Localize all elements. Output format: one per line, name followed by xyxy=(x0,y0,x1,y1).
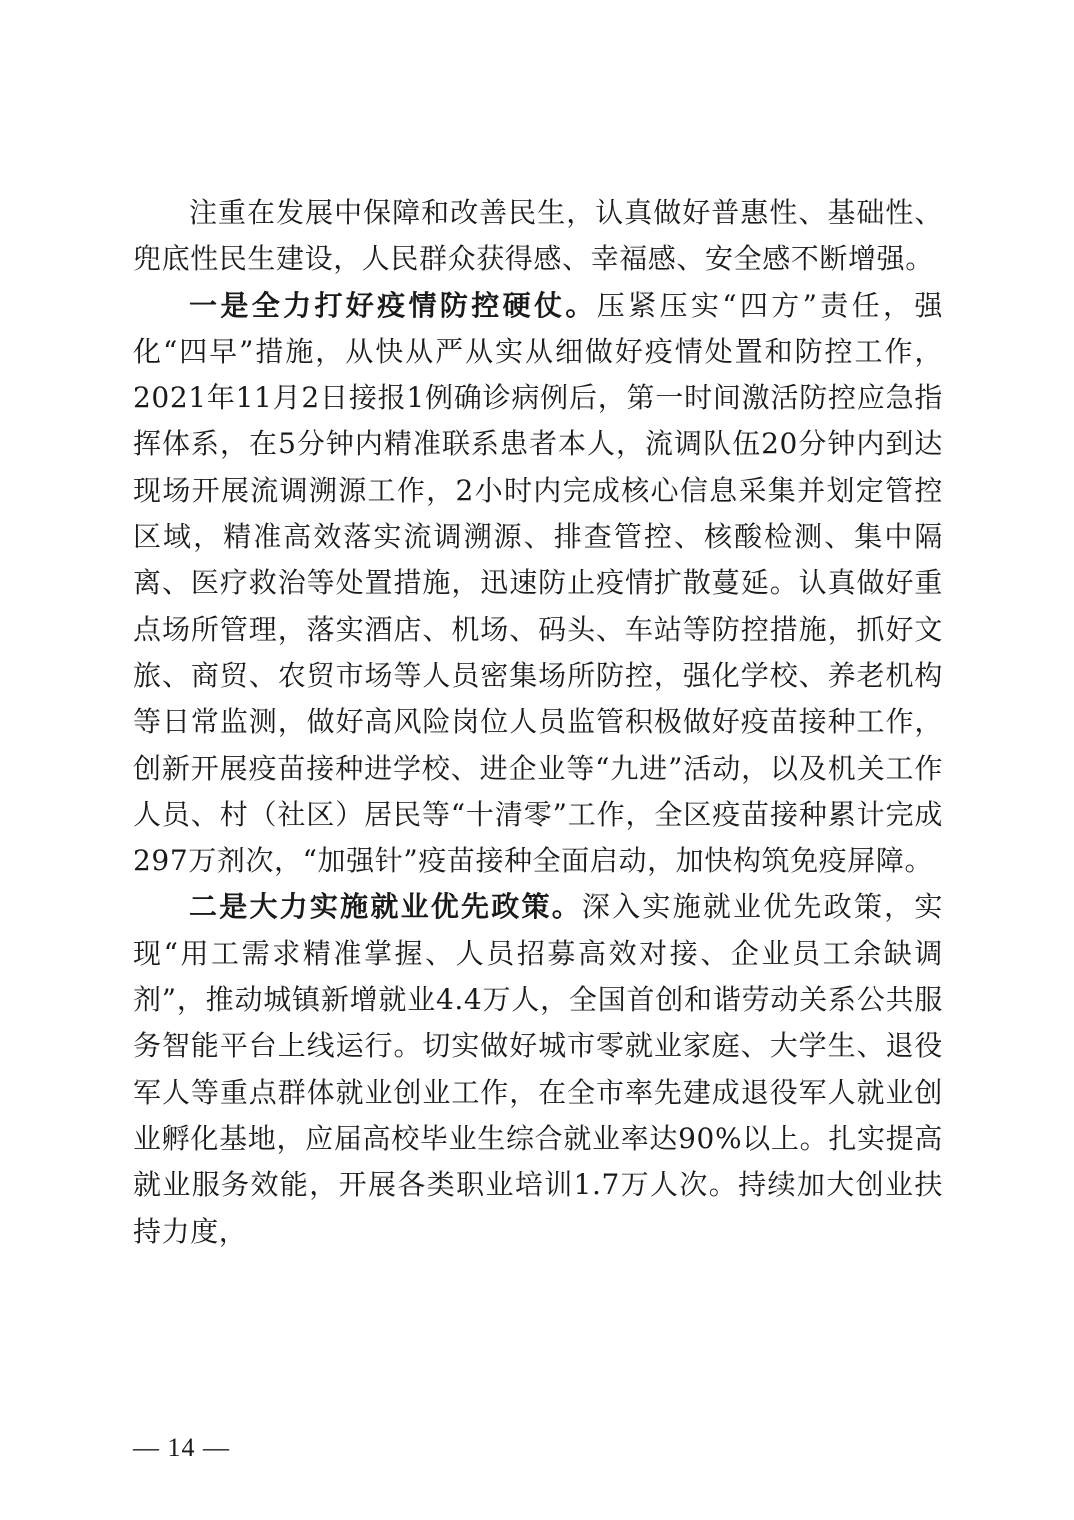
paragraph-intro xyxy=(133,190,943,283)
paragraph-heading-epidemic: 一是全力打好疫情防控硬仗。 xyxy=(189,288,597,322)
body-text xyxy=(133,190,943,1255)
paragraph-heading-employment: 二是大力实施就业优先政策。 xyxy=(189,890,582,924)
page-number: — 14 — xyxy=(133,1433,230,1462)
paragraph-epidemic-control xyxy=(133,283,943,885)
paragraph-text: 注重在发展中保障和改善民生，认真做好普惠性、基础性、兜底性民生建设，人民群众获得感、幸福感、安全感不断增强。 xyxy=(133,196,943,276)
paragraph-text: 深入实施就业优先政策，实现“用工需求精准掌握、人员招募高效对接、企业员工余缺调剂”，推动城镇新增就业4.4万人，全国首创和谐劳动关系公共服务智能平台上线运行。切实做好城市零就业家庭、大学生、退役军人等重点群体就业创业工作，在全市率先建成退役军人就业创业孵化基地，应届高校毕业生综合就业率达90%以上。扎实提高就业服务效能，开展各类职业培训1.7万人次。持续加大创业扶持力度， xyxy=(133,890,943,1248)
paragraph-text: 压紧压实“四方”责任，强化“四早”措施，从快从严从实从细做好疫情处置和防控工作，2021年11月2日接报1例确诊病例后，第一时间激活防控应急指挥体系，在5分钟内精准联系患者本人，流调队伍20分钟内到达现场开展流调溯源工作，2小时内完成核心信息采集并划定管控区域，精准高效落实流调溯源、排查管控、核酸检测、集中隔离、医疗救治等处置措施，迅速防止疫情扩散蔓延。认真做好重点场所管理，落实酒店、机场、码头、车站等防控措施，抓好文旅、商贸、农贸市场等人员密集场所防控，强化学校、养老机构等日常监测，做好高风险岗位人员监管积极做好疫苗接种工作，创新开展疫苗接种进学校、进企业等“九进”活动，以及机关工作人员、村（社区）居民等“十清零”工作，全区疫苗接种累计完成297万剂次，“加强针”疫苗接种全面启动，加快构筑免疫屏障。 xyxy=(133,288,943,878)
paragraph-employment xyxy=(133,884,943,1254)
